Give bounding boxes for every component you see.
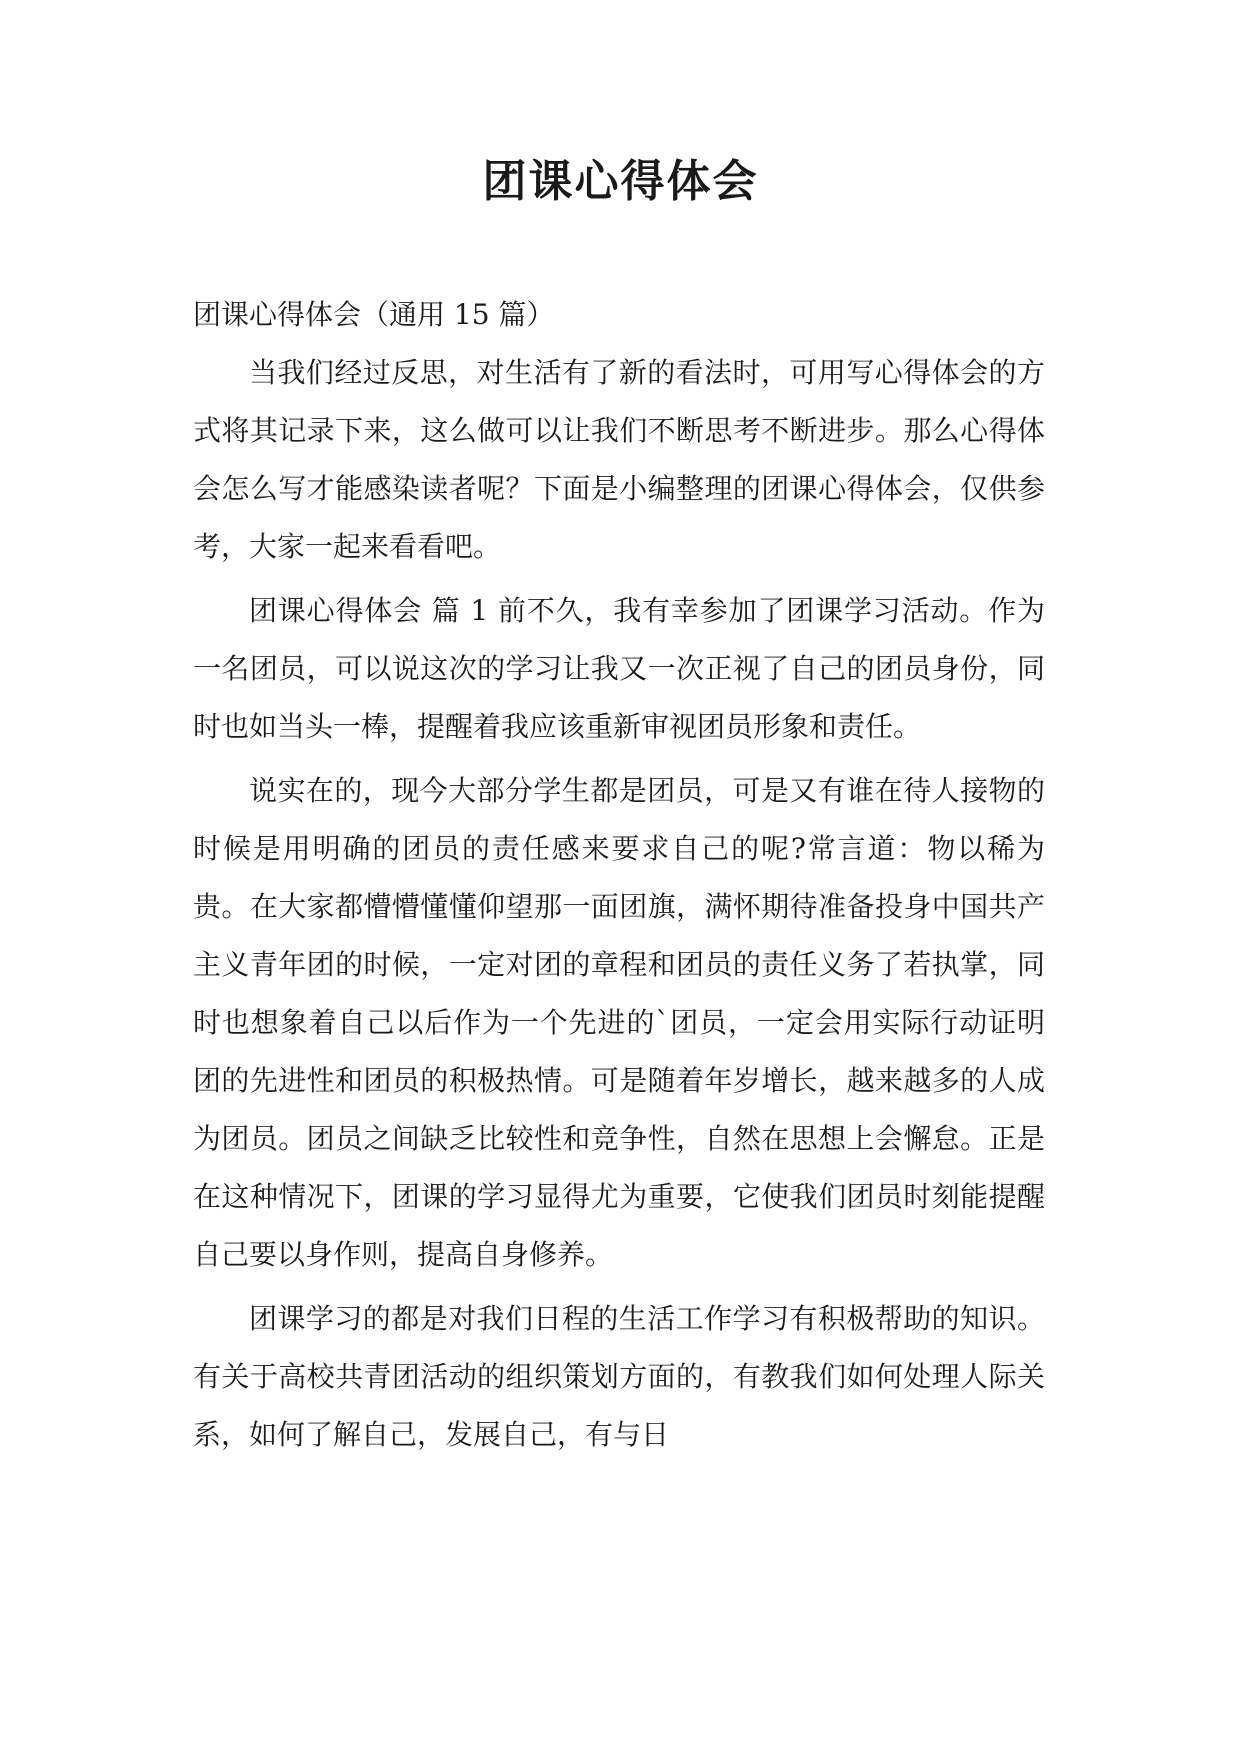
paragraph-intro: 当我们经过反思，对生活有了新的看法时，可用写心得体会的方式将其记录下来，这么做可以让我们不断思考不断进步。那么心得体会怎么写才能感染读者呢？下面是小编整理的团课心得体会，仅供参考，大家一起来看看吧。 bbox=[193, 356, 1045, 563]
document-title: 团课心得体会 bbox=[482, 156, 759, 207]
paragraph-1: 团课心得体会 篇 1 前不久，我有幸参加了团课学习活动。作为一名团员，可以说这次的学习让我又一次正视了自己的团员身份，同时也如当头一棒，提醒着我应该重新审视团员形象和责任。 bbox=[193, 594, 1045, 743]
paragraph-2: 说实在的，现今大部分学生都是团员，可是又有谁在待人接物的时候是用明确的团员的责任感来要求自己的呢?常言道：物以稀为贵。在大家都懵懵懂懂仰望那一面团旗，满怀期待准备投身中国共产主义青年团的时候，一定对团的章程和团员的责任义务了若执掌，同时也想象着自己以后作为一个先进的`团员，一定会用实际行动证明团的先进性和团员的积极热情。可是随着年岁增长，越来越多的人成为团员。团员之间缺乏比较性和竞争性，自然在思想上会懈怠。正是在这种情况下，团课的学习显得尤为重要，它使我们团员时刻能提醒自己要以身作则，提高自身修养。 bbox=[193, 774, 1045, 1271]
document-subtitle: 团课心得体会（通用 15 篇） bbox=[193, 298, 555, 331]
paragraph-3: 团课学习的都是对我们日程的生活工作学习有积极帮助的知识。有关于高校共青团活动的组织策划方面的，有教我们如何处理人际关系，如何了解自己，发展自己，有与日 bbox=[193, 1302, 1045, 1451]
document-body bbox=[193, 286, 1045, 1464]
